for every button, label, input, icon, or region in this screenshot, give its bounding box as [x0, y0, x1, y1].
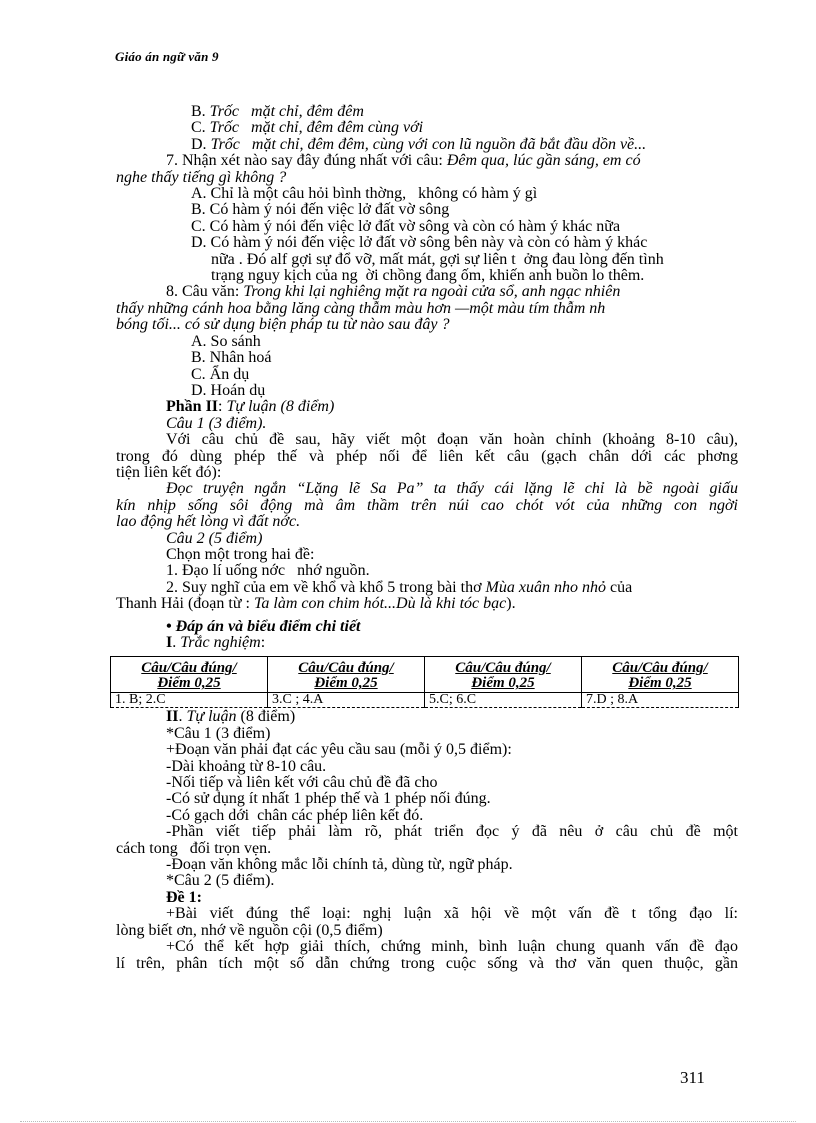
answer-item: -Dài khoảng từ 8-10 câu.	[166, 757, 327, 775]
paragraph-line: trong đó dùng phép thế và phép nối để liên kết câu (gạch chân dới các phơng	[116, 447, 738, 465]
question-7: 7. Nhận xét nào say đây đúng nhất với câu: Đêm qua, lúc gần sáng, em có	[166, 152, 641, 170]
table-cell: 7.D ; 8.A	[582, 693, 739, 708]
paragraph-line: Với câu chủ đề sau, hãy viết một đoạn văn hoàn chỉnh (khoảng 8-10 câu),	[166, 431, 738, 449]
answer-item: +Đoạn văn phải đạt các yêu cầu sau (mỗi ý 0,5 điểm):	[166, 741, 512, 759]
bullet-icon: •	[166, 617, 172, 635]
table-header: Câu/Câu đúng/ Điểm 0,25	[111, 657, 268, 693]
quiz-option: D. Hoán dụ	[191, 381, 266, 399]
quiz-option: A. So sánh	[191, 332, 261, 350]
answer-item: -Nối tiếp và liên kết với câu chủ đề đã cho	[166, 774, 438, 792]
question-8-cont: thấy những cánh hoa bằng lăng càng thẫm màu hơn —một màu tím thẫm nh	[116, 299, 606, 317]
running-header: Giáo án ngữ văn 9	[115, 49, 219, 64]
answer-table	[110, 656, 739, 708]
section-i-label: I. Trắc nghiệm:	[166, 634, 266, 651]
question-8-cont: bóng tối... có sử dụng biện pháp tu từ nào sau đây ?	[116, 316, 450, 334]
table-header-row	[111, 657, 739, 693]
paragraph-line: tiện liên kết đó):	[116, 463, 222, 481]
topic-quote: lao động hết lòng vì đất nớc.	[116, 513, 301, 531]
section-ii-label: II. Tự luận (8 điểm)	[166, 708, 296, 726]
table-header: Câu/Câu đúng/ Điểm 0,25	[582, 657, 739, 693]
answer-paragraph: +Bài viết đúng thể loại: nghị luận xã hội về một vấn đề t tổng đạo lí:	[166, 905, 738, 923]
quiz-option: B. Có hàm ý nói đến việc lở đất vờ sông	[191, 201, 450, 219]
table-header: Câu/Câu đúng/ Điểm 0,25	[268, 657, 425, 693]
answer-item: -Đoạn văn không mắc lỗi chính tả, dùng từ, ngữ pháp.	[166, 856, 513, 874]
quiz-option-cont: nữa . Đó alf gợi sự đổ vỡ, mất mát, gợi sự liên t ởng đau lòng đến tình	[211, 250, 664, 268]
answer-paragraph: +Có thể kết hợp giải thích, chứng minh, bình luận chung quanh vấn đề đạo	[166, 938, 738, 956]
quiz-option: C. Trốc mặt chỉ, đêm đêm cùng với	[191, 119, 424, 137]
answer-cau-2-title: *Câu 2 (5 điểm).	[166, 872, 275, 890]
answer-paragraph: lòng biết ơn, nhớ về nguồn cội (0,5 điểm)	[116, 921, 383, 939]
paragraph-line: Chọn một trong hai đề:	[166, 545, 315, 563]
quiz-option: D. Trốc mặt chỉ, đêm đêm, cùng với con lũ nguồn đã bắt đầu dồn về...	[191, 135, 647, 153]
quiz-option: C. Ẩn dụ	[191, 365, 250, 383]
page-content	[116, 104, 738, 972]
topic-quote: Đọc truyện ngắn “Lặng lẽ Sa Pa” ta thấy cái lặng lẽ chỉ là bề ngoài giấu	[166, 480, 738, 498]
de-1-label: Đề 1:	[166, 888, 202, 906]
answer-item: -Phần viết tiếp phải làm rõ, phát triển đọc ý đã nêu ở câu chủ đề một	[166, 823, 738, 841]
table-header: Câu/Câu đúng/ Điểm 0,25	[425, 657, 582, 693]
topic-quote: kín nhịp sống sôi động mà âm thầm trên núi cao chót vót của những con ngời	[116, 496, 738, 514]
answer-cau-1-title: *Câu 1 (3 điểm)	[166, 724, 271, 742]
page-divider	[20, 1121, 796, 1122]
answer-paragraph: lí trên, phân tích một số dẫn chứng trong cuộc sống và thơ văn quen thuộc, gần	[116, 954, 738, 972]
quiz-option: A. Chỉ là một câu hỏi bình thờng, không có hàm ý gì	[191, 185, 538, 203]
table-cell: 5.C; 6.C	[425, 693, 582, 708]
quiz-option: C. Có hàm ý nói đến việc lở đất vờ sông và còn có hàm ý khác nữa	[191, 217, 621, 235]
question-8: 8. Câu văn: Trong khi lại nghiêng mặt ra ngoài cửa sổ, anh ngạc nhiên	[166, 283, 621, 301]
question-7-cont: nghe thấy tiếng gì không ?	[116, 168, 287, 186]
topic-2-cont: Thanh Hải (đoạn từ : Ta làm con chim hót...Dù là khi tóc bạc).	[116, 595, 516, 613]
table-cell: 1. B; 2.C	[111, 693, 268, 708]
topic-2: 2. Suy nghĩ của em về khổ và khổ 5 trong bài thơ Mùa xuân nho nhỏ của	[166, 578, 633, 596]
page-number: 311	[680, 1068, 705, 1087]
topic-1: 1. Đạo lí uống nớc nhớ nguồn.	[166, 562, 370, 580]
cau-1-title: Câu 1 (3 điểm).	[166, 414, 267, 432]
quiz-option: B. Nhân hoá	[191, 349, 272, 367]
answer-item: -Có gạch dới chân các phép liên kết đó.	[166, 806, 424, 824]
answer-item: -Có sử dụng ít nhất 1 phép thế và 1 phép nối đúng.	[166, 790, 491, 808]
quiz-option: B. Trốc mặt chỉ, đêm đêm	[191, 103, 364, 120]
quiz-option: D. Có hàm ý nói đến việc lở đất vờ sông bên này và còn có hàm ý khác	[191, 234, 648, 252]
cau-2-title: Câu 2 (5 điểm)	[166, 529, 263, 547]
answer-item-cont: cách tong đối trọn vẹn.	[116, 839, 272, 857]
table-cell: 3.C ; 4.A	[268, 693, 425, 708]
table-row	[111, 693, 739, 708]
answers-heading: • Đáp án và biểu điểm chi tiết	[166, 617, 361, 635]
part-2-heading: Phần II: Tự luận (8 điểm)	[166, 398, 335, 416]
quiz-option-cont: trạng nguy kịch của ng ời chồng đang ốm, khiến anh buồn lo thêm.	[211, 267, 645, 285]
